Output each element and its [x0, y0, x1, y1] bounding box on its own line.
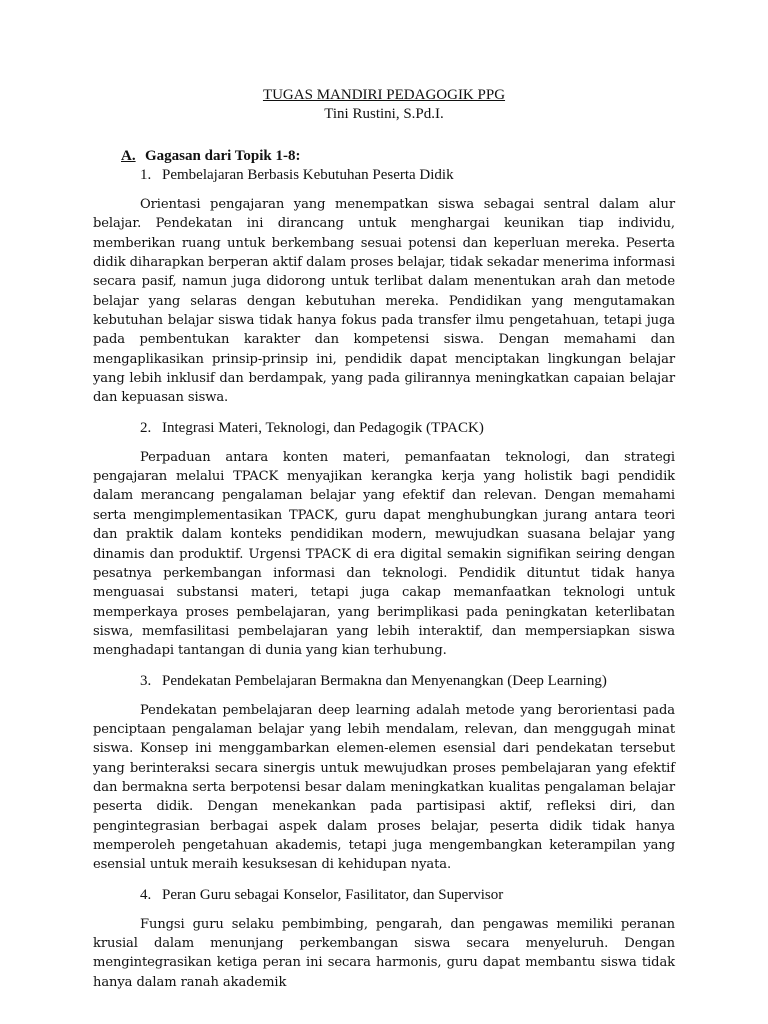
topic-paragraph-1: Orientasi pengajaran yang menempatkan siswa sebagai sentral dalam alur belajar. Pendekatan ini dirancang untuk menghargai keunikan tiap individu, memberikan ruang untuk berkembang sesuai potensi dan keperluan mereka. Peserta didik diharapkan berperan aktif dalam proses belajar, tidak sekadar menerima informasi secara pasif, namun juga didorong untuk terlibat dalam menentukan arah dan metode belajar yang selaras dengan kebutuhan mereka. Pendidikan yang mengutamakan kebutuhan belajar siswa tidak hanya fokus pada transfer ilmu pengetahuan, tetapi juga pada pembentukan karakter dan kompetensi siswa. Dengan memahami dan mengaplikasikan prinsip-prinsip ini, pendidik dapat menciptakan lingkungan belajar yang lebih inklusif dan berdampak, yang pada gilirannya meningkatkan capaian belajar dan kepuasan siswa. [93, 197, 675, 406]
topic-number: 1. [140, 167, 152, 183]
topic-paragraph-3: Pendekatan pembelajaran deep learning adalah metode yang berorientasi pada penciptaan pengalaman belajar yang lebih mendalam, relevan, dan menggugah minat siswa. Konsep ini menggambarkan elemen-elemen esensial dari pendekatan tersebut yang berinteraksi secara sinergis untuk mewujudkan proses pembelajaran yang efektif dan bermakna serta berpotensi besar dalam meningkatkan kualitas pengalaman belajar peserta didik. Dengan menekankan pada partisipasi aktif, refleksi diri, dan pengintegrasian berbagai aspek dalam proses belajar, peserta didik tidak hanya memperoleh pengetahuan akademis, tetapi juga mengembangkan keterampilan yang esensial untuk meraih kesuksesan di kehidupan nyata. [93, 702, 675, 873]
topic-title-2 [140, 419, 675, 438]
section-letter: A. [121, 148, 136, 164]
topic-title-4 [140, 886, 675, 905]
document-title: TUGAS MANDIRI PEDAGOGIK PPG [262, 87, 506, 103]
topic-title-text: Pembelajaran Berbasis Kebutuhan Peserta Didik [162, 167, 454, 183]
document-author: Tini Rustini, S.Pd.I. [324, 106, 444, 122]
topic-number: 4. [140, 886, 152, 903]
topic-title-1 [140, 166, 675, 185]
topic-title-text: Pendekatan Pembelajaran Bermakna dan Menyenangkan (Deep Learning) [162, 672, 607, 689]
section-heading-text: Gagasan dari Topik 1-8: [145, 148, 301, 164]
section-heading [121, 147, 675, 166]
document-page [93, 86, 675, 990]
topic-number: 2. [140, 419, 152, 436]
topic-number: 3. [140, 672, 152, 689]
topic-title-3 [140, 672, 675, 691]
topic-title-text: Peran Guru sebagai Konselor, Fasilitator, dan Supervisor [162, 886, 504, 903]
topic-title-text: Integrasi Materi, Teknologi, dan Pedagogik (TPACK) [162, 419, 484, 436]
topic-paragraph-2: Perpaduan antara konten materi, pemanfaatan teknologi, dan strategi pengajaran melalui TPACK menyajikan kerangka kerja yang holistik bagi pendidik dalam merancang pengalaman belajar yang efektif dan relevan. Dengan memahami serta mengimplementasikan TPACK, guru dapat menghubungkan jurang antara teori dan praktik dalam konteks pendidikan modern, mewujudkan suasana belajar yang dinamis dan produktif. Urgensi TPACK di era digital semakin signifikan seiring dengan pesatnya perkembangan informasi dan teknologi. Pendidik dituntut tidak hanya menguasai substansi materi, tetapi juga cakap memanfaatkan teknologi untuk memperkaya proses pembelajaran, yang berimplikasi pada peningkatan keterlibatan siswa, memfasilitasi pembelajaran yang lebih interaktif, dan mempersiapkan siswa menghadapi tantangan di dunia yang kian terhubung. [93, 449, 675, 659]
topic-paragraph-4: Fungsi guru selaku pembimbing, pengarah, dan pengawas memiliki peranan krusial dalam menunjang perkembangan siswa secara menyeluruh. Dengan mengintegrasikan ketiga peran ini secara harmonis, guru dapat membantu siswa tidak hanya dalam ranah akademik [93, 916, 675, 990]
